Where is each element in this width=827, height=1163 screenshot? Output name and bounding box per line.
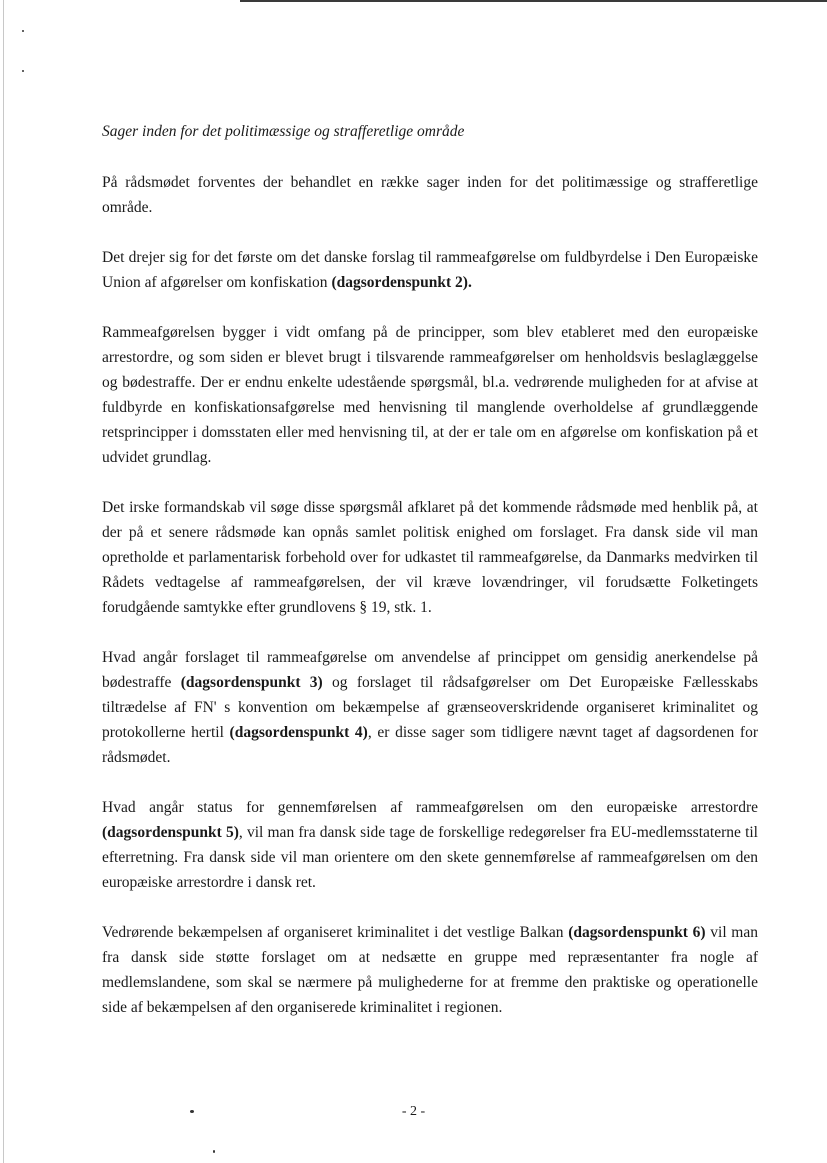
paragraph-text: og forslaget til rådsafgørelser om Det Europæiske Fællesskabs tiltrædelse af FN' s konvention om bekæmpelse af grænseoverskridende organiseret kriminalitet og protokollerne hertil [102,674,758,741]
document-page [102,120,758,1045]
section-heading: Sager inden for det politimæssige og strafferetlige område [102,123,465,140]
paragraph [102,245,758,295]
paragraph-text: Hvad angår forslaget til rammeafgørelse om anvendelse af princippet om gensidig anerkendelse på bødestraffe [102,649,758,691]
body-text [102,170,758,1020]
paragraph-text: , er disse sager som tidligere nævnt taget af dagsordenen for rådsmødet. [102,724,758,766]
paragraph-text: På rådsmødet forventes der behandlet en række sager inden for det politimæssige og strafferetlige område. [102,174,758,216]
agenda-item-reference: (dagsordenspunkt 2). [331,274,472,291]
paragraph-text: Rammeafgørelsen bygger i vidt omfang på de principper, som blev etableret med den europæiske arrestordre, og som siden er blevet brugt i tilsvarende rammeafgørelser om henholdsvis beslaglæggelse og bødestraffe. Der er endnu enkelte udestående spørgsmål, bl.a. vedrørende muligheden for at afvise at fuldbyrde en konfiskationsafgørelse med henvisning til manglende overholdelse af grundlæggende retsprincipper i domsstaten eller med henvisning til, at der er tale om en afgørelse om konfiskation på et udvidet grundlag. [102,324,758,466]
paragraph-text: Vedrørende bekæmpelsen af organiseret kriminalitet i det vestlige Balkan [102,924,569,941]
paragraph-text: Det irske formandskab vil søge disse spørgsmål afklaret på det kommende rådsmøde med henblik på, at der på et senere rådsmøde kan opnås samlet politisk enighed om forslaget. Fra dansk side vil man opretholde et parlamentarisk forbehold over for udkastet til rammeafgørelse, da Danmarks medvirken til Rådets vedtagelse af rammeafgørelsen, der vil kræve lovændringer, vil forudsætte Folketingets forudgående samtykke efter grundlovens § 19, stk. 1. [102,499,758,616]
paragraph-text: vil man fra dansk side støtte forslaget om at nedsætte en gruppe med repræsentanter fra nogle af medlemslandene, som skal se nærmere på mulighederne for at fremme den praktiske og operationelle side af bekæmpelsen af den organiserede kriminalitet i regionen. [102,924,758,1016]
paragraph-text: Hvad angår status for gennemførelsen af rammeafgørelsen om den europæiske arrestordre [102,799,758,816]
scan-speck [213,1150,215,1153]
scan-edge-left [3,0,4,1163]
scan-speck [22,30,24,32]
paragraph [102,170,758,220]
agenda-item-reference: (dagsordenspunkt 3) [180,674,323,691]
page-number: - 2 - [401,1104,426,1119]
paragraph-text: , vil man fra dansk side tage de forskellige redegørelser fra EU-medlemsstaterne til efterretning. Fra dansk side vil man orientere om den skete gennemførelse af rammeafgørelsen om den europæiske arrestordre i dansk ret. [102,824,758,891]
agenda-item-reference: (dagsordenspunkt 6) [568,924,706,941]
scan-speck [22,70,24,72]
paragraph [102,920,758,1020]
paragraph [102,645,758,770]
paragraph [102,795,758,895]
scan-edge-top [240,0,827,2]
agenda-item-reference: (dagsordenspunkt 4) [229,724,368,741]
agenda-item-reference: (dagsordenspunkt 5) [102,824,239,841]
paragraph [102,320,758,470]
paragraph-text: Det drejer sig for det første om det danske forslag til rammeafgørelse om fuldbyrdelse i Den Europæiske Union af afgørelser om konfiskation [102,249,758,291]
paragraph [102,495,758,620]
